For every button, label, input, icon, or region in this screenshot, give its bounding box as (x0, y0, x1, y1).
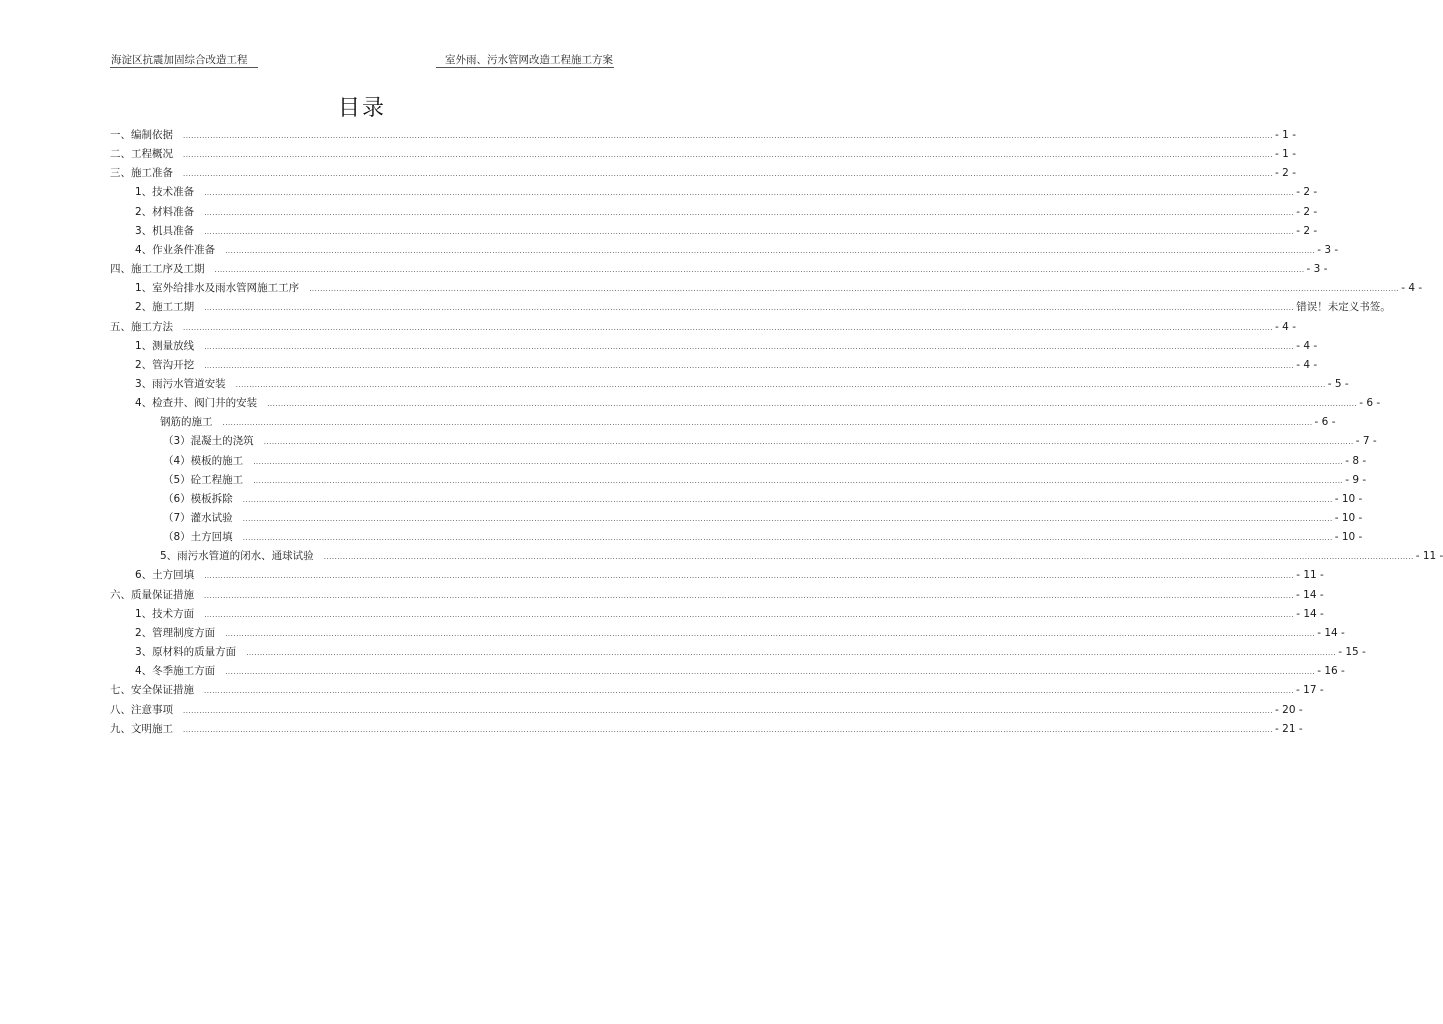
toc-entry-label: 3、原材料的质量方面 (135, 646, 237, 659)
toc-entry-label: 1、技术准备 (135, 186, 195, 199)
toc-entry-label: 四、施工工序及工期 (110, 263, 205, 276)
toc-entry-page: - 21 - (1275, 722, 1303, 735)
toc-dot-leader: ................................................................................................................................................................................................................................................................................................................................................................................................................ (183, 323, 1274, 332)
toc-dot-leader: ................................................................................................................................................................................................................................................................................................................................................................................................................ (183, 706, 1274, 715)
toc-entry-label: 八、注意事项 (110, 703, 173, 716)
toc-entry-label: （7）灌水试验 (163, 512, 233, 524)
toc-entry[interactable] (110, 587, 1324, 603)
toc-entry-page: - 16 - (1317, 665, 1345, 678)
toc-dot-leader: ................................................................................................................................................................................................................................................................................................................................................................................................................ (267, 400, 1358, 409)
toc-entry-label: 六、质量保证措施 (110, 588, 194, 601)
toc-dot-leader: ................................................................................................................................................................................................................................................................................................................................................................................................................ (204, 208, 1295, 217)
toc-entry[interactable] (110, 721, 1303, 737)
toc-entry-page: - 2 - (1296, 224, 1318, 237)
toc-entry-page: - 2 - (1275, 167, 1296, 180)
toc-dot-leader: ................................................................................................................................................................................................................................................................................................................................................................................................................ (183, 170, 1274, 179)
toc-entry[interactable] (160, 414, 1336, 430)
toc-dot-leader: ................................................................................................................................................................................................................................................................................................................................................................................................................ (204, 572, 1295, 581)
toc-entry[interactable] (163, 433, 1377, 449)
toc-entry-label: （6）模板拆除 (163, 492, 233, 505)
toc-entry[interactable] (163, 491, 1363, 507)
toc-entry-page: - 1 - (1275, 129, 1296, 141)
toc-entry[interactable] (135, 280, 1423, 296)
toc-entry[interactable] (135, 395, 1381, 411)
toc-entry-page: - 10 - (1334, 531, 1363, 544)
toc-entry-page: - 5 - (1327, 377, 1349, 390)
toc-dot-leader: ................................................................................................................................................................................................................................................................................................................................................................................................................ (225, 668, 1316, 677)
toc-entry-label: 二、工程概况 (110, 148, 173, 161)
toc-entry-label: 一、编制依据 (110, 129, 173, 141)
toc-entry-page: - 1 - (1275, 148, 1296, 161)
toc-entry[interactable] (135, 567, 1324, 583)
toc-entry-page: - 20 - (1275, 703, 1303, 716)
toc-entry-label: 4、作业条件准备 (135, 243, 216, 256)
toc-entry[interactable] (163, 529, 1363, 545)
toc-entry-label: （5）砼工程施工 (163, 473, 244, 486)
toc-entry[interactable] (135, 223, 1318, 239)
toc-dot-leader: ................................................................................................................................................................................................................................................................................................................................................................................................................ (204, 687, 1295, 696)
toc-entry-page: - 15 - (1338, 646, 1366, 659)
page-title: 目录 (337, 96, 386, 121)
toc-entry-page: - 4 - (1296, 339, 1318, 352)
toc-entry[interactable] (135, 644, 1366, 660)
toc-entry-page: - 14 - (1296, 588, 1324, 601)
toc-entry-page: - 6 - (1359, 397, 1381, 410)
toc-entry[interactable] (110, 165, 1296, 181)
toc-dot-leader: ................................................................................................................................................................................................................................................................................................................................................................................................................ (253, 457, 1344, 466)
toc-dot-leader: ................................................................................................................................................................................................................................................................................................................................................................................................................ (253, 476, 1344, 485)
toc-entry-label: （3）混凝土的浇筑 (163, 435, 254, 448)
header-document-title: 室外雨、污水管网改造工程施工方案 (445, 54, 613, 66)
toc-dot-leader: ................................................................................................................................................................................................................................................................................................................................................................................................................ (225, 629, 1316, 638)
toc-dot-leader: ................................................................................................................................................................................................................................................................................................................................................................................................................ (204, 610, 1295, 619)
toc-entry-label: 2、管理制度方面 (135, 626, 216, 639)
toc-entry[interactable] (110, 702, 1303, 718)
toc-dot-leader: ................................................................................................................................................................................................................................................................................................................................................................................................................ (214, 266, 1305, 275)
toc-dot-leader: ................................................................................................................................................................................................................................................................................................................................................................................................................ (222, 419, 1313, 428)
toc-dot-leader: ................................................................................................................................................................................................................................................................................................................................................................................................................ (204, 361, 1295, 370)
toc-dot-leader: ................................................................................................................................................................................................................................................................................................................................................................................................................ (263, 438, 1354, 447)
toc-entry[interactable] (135, 338, 1318, 354)
toc-entry[interactable] (135, 184, 1318, 200)
toc-entry-label: 五、施工方法 (110, 320, 173, 333)
toc-dot-leader: ................................................................................................................................................................................................................................................................................................................................................................................................................ (183, 151, 1274, 160)
toc-entry[interactable] (163, 453, 1367, 469)
toc-entry[interactable] (110, 682, 1324, 698)
toc-entry[interactable] (163, 472, 1367, 488)
toc-entry-page: - 7 - (1355, 435, 1377, 448)
header-rule-right (436, 67, 614, 68)
toc-dot-leader: ................................................................................................................................................................................................................................................................................................................................................................................................................ (204, 342, 1295, 351)
toc-dot-leader: ................................................................................................................................................................................................................................................................................................................................................................................................................ (225, 246, 1316, 255)
toc-entry-label: 3、机具准备 (135, 224, 195, 237)
header-project-name: 海淀区抗震加固综合改造工程 (111, 54, 248, 66)
toc-entry[interactable] (135, 204, 1318, 220)
toc-entry[interactable] (110, 261, 1328, 277)
toc-dot-leader: ................................................................................................................................................................................................................................................................................................................................................................................................................ (323, 553, 1414, 562)
toc-entry[interactable] (160, 548, 1443, 564)
toc-entry-page: - 3 - (1317, 243, 1339, 256)
toc-entry[interactable] (135, 376, 1349, 392)
toc-dot-leader: ................................................................................................................................................................................................................................................................................................................................................................................................................ (246, 649, 1337, 658)
toc-dot-leader: ................................................................................................................................................................................................................................................................................................................................................................................................................ (309, 285, 1400, 294)
toc-dot-leader: ................................................................................................................................................................................................................................................................................................................................................................................................................ (242, 515, 1333, 523)
toc-entry-page: - 4 - (1296, 358, 1318, 371)
toc-dot-leader: ................................................................................................................................................................................................................................................................................................................................................................................................................ (204, 189, 1295, 198)
toc-entry-label: 2、管沟开挖 (135, 358, 195, 371)
toc-dot-leader: ................................................................................................................................................................................................................................................................................................................................................................................................................ (183, 725, 1274, 734)
toc-dot-leader: ................................................................................................................................................................................................................................................................................................................................................................................................................ (204, 227, 1295, 236)
toc-entry-label: （8）土方回填 (163, 531, 233, 544)
toc-entry-label: 九、文明施工 (110, 722, 173, 735)
toc-entry-page: - 17 - (1296, 684, 1324, 697)
toc-entry-label: 三、施工准备 (110, 167, 173, 180)
toc-entry-page: - 10 - (1334, 492, 1363, 505)
toc-entry-label: 1、技术方面 (135, 607, 195, 620)
toc-entry[interactable] (135, 299, 1391, 315)
toc-entry-page: - 9 - (1345, 473, 1367, 486)
toc-entry-page: - 14 - (1317, 626, 1345, 639)
toc-entry[interactable] (135, 606, 1324, 622)
toc-entry-page: 错误！未定义书签。 (1296, 301, 1391, 314)
toc-dot-leader: ................................................................................................................................................................................................................................................................................................................................................................................................................ (183, 132, 1274, 140)
toc-dot-leader: ................................................................................................................................................................................................................................................................................................................................................................................................................ (242, 495, 1333, 504)
toc-entry-label: 2、材料准备 (135, 205, 195, 218)
toc-entry-page: - 14 - (1296, 607, 1324, 620)
toc-entry-label: 七、安全保证措施 (110, 684, 194, 697)
toc-entry-page: - 10 - (1334, 512, 1363, 524)
toc-dot-leader: ................................................................................................................................................................................................................................................................................................................................................................................................................ (204, 591, 1295, 600)
toc-entry[interactable] (135, 625, 1345, 641)
toc-dot-leader: ................................................................................................................................................................................................................................................................................................................................................................................................................ (242, 534, 1333, 543)
toc-entry[interactable] (110, 146, 1296, 162)
toc-entry-label: 4、冬季施工方面 (135, 665, 216, 678)
toc-entry-label: 1、室外给排水及雨水管网施工工序 (135, 282, 300, 295)
toc-entry-label: 3、雨污水管道安装 (135, 377, 226, 390)
toc-entry-label: 钢筋的施工 (160, 416, 213, 429)
toc-entry[interactable] (135, 663, 1345, 679)
toc-entry-label: 5、雨污水管道的闭水、通球试验 (160, 550, 314, 563)
toc-entry-page: - 8 - (1345, 454, 1367, 467)
toc-entry-label: 6、土方回填 (135, 569, 195, 582)
toc-dot-leader: ................................................................................................................................................................................................................................................................................................................................................................................................................ (235, 380, 1326, 389)
toc-entry-page: - 4 - (1275, 320, 1296, 333)
toc-entry[interactable] (110, 319, 1296, 335)
toc-entry-page: - 11 - (1415, 550, 1443, 563)
toc-entry[interactable] (163, 510, 1363, 526)
toc-entry-label: 2、施工工期 (135, 301, 195, 314)
toc-entry-page: - 3 - (1306, 263, 1328, 276)
toc-entry-page: - 4 - (1401, 282, 1423, 295)
toc-entry[interactable] (110, 127, 1296, 143)
toc-entry-label: 1、测量放线 (135, 339, 195, 352)
header-rule-left (110, 67, 258, 68)
toc-dot-leader: ................................................................................................................................................................................................................................................................................................................................................................................................................ (204, 304, 1295, 313)
toc-entry-page: - 11 - (1296, 569, 1324, 582)
toc-entry-page: - 2 - (1296, 186, 1318, 199)
toc-entry[interactable] (135, 357, 1318, 373)
toc-entry-label: （4）模板的施工 (163, 454, 244, 467)
toc-entry-page: - 2 - (1296, 205, 1318, 218)
toc-entry-label: 4、检查井、阀门井的安装 (135, 397, 258, 410)
toc-entry[interactable] (135, 242, 1339, 258)
toc-entry-page: - 6 - (1314, 416, 1336, 429)
